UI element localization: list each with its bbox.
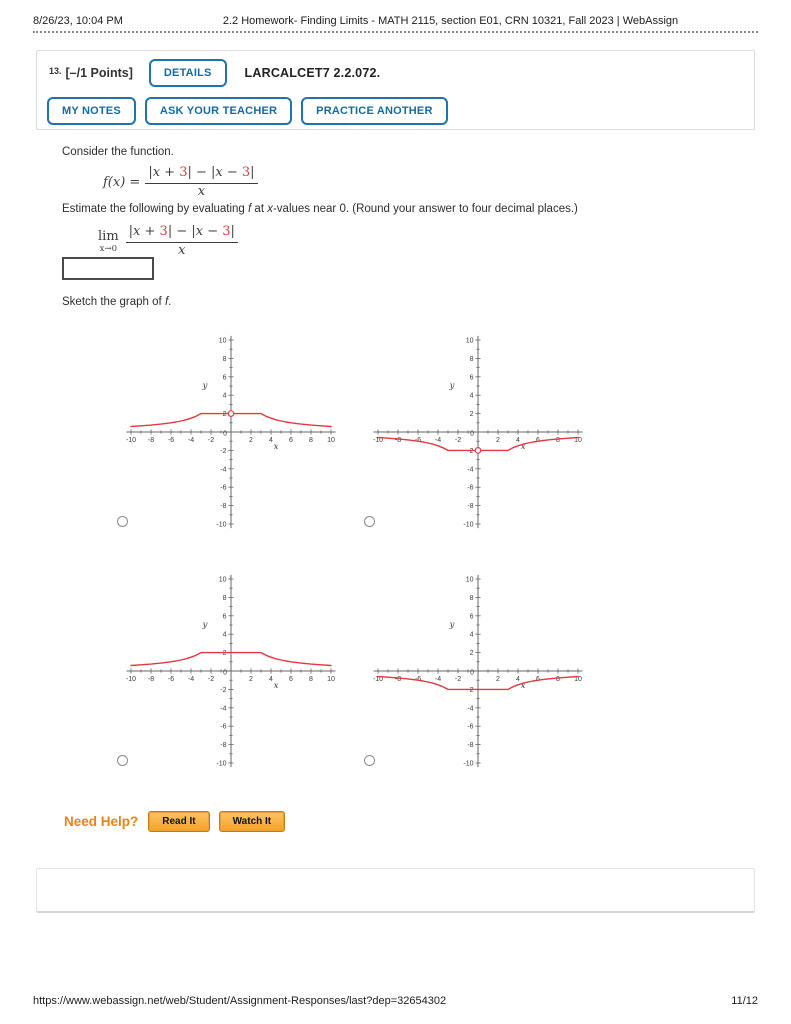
limit-operator: lim x→0 xyxy=(98,229,119,255)
svg-text:-10: -10 xyxy=(125,676,137,683)
svg-text:6: 6 xyxy=(289,676,293,683)
svg-text:-2: -2 xyxy=(467,686,474,694)
graph-option-d-radio[interactable] xyxy=(364,755,375,766)
svg-text:2: 2 xyxy=(222,650,227,658)
next-question-placeholder xyxy=(36,868,755,913)
svg-text:6: 6 xyxy=(469,613,474,621)
svg-text:-10: -10 xyxy=(125,437,137,444)
svg-text:-10: -10 xyxy=(463,760,474,768)
svg-text:x: x xyxy=(273,442,279,452)
problem-intro: Consider the function. xyxy=(62,146,174,158)
svg-text:8: 8 xyxy=(556,437,560,444)
footer-url: https://www.webassign.net/web/Student/Assignment-Responses/last?dep=32654302 xyxy=(33,995,447,1007)
svg-text:-8: -8 xyxy=(394,437,402,444)
my-notes-button[interactable]: MY NOTES xyxy=(47,97,136,125)
svg-text:x: x xyxy=(520,442,526,452)
svg-text:6: 6 xyxy=(536,676,540,683)
svg-text:-8: -8 xyxy=(467,742,474,750)
textbook-reference: LARCALCET7 2.2.072. xyxy=(244,66,381,80)
estimate-instruction: Estimate the following by evaluating f at x-values near 0. (Round your answer to four decimal places.) xyxy=(62,203,578,215)
svg-text:-10: -10 xyxy=(216,760,227,768)
svg-text:4: 4 xyxy=(469,631,474,639)
svg-text:0: 0 xyxy=(223,669,227,677)
limit-numerator: |x + 3| − |x − 3| xyxy=(126,225,238,243)
question-toolbar-row xyxy=(47,97,448,125)
svg-text:8: 8 xyxy=(469,355,474,363)
watch-it-button[interactable]: Watch It xyxy=(219,811,286,832)
svg-text:y: y xyxy=(202,381,208,391)
limit-subscript: x→0 xyxy=(99,244,117,255)
graph-c-plot xyxy=(113,571,350,771)
function-formula xyxy=(103,166,258,200)
formula-numerator: |x + 3| − |x − 3| xyxy=(145,166,257,184)
header-datetime: 8/26/23, 10:04 PM xyxy=(33,15,123,27)
svg-text:4: 4 xyxy=(516,437,520,444)
svg-text:-6: -6 xyxy=(414,676,422,683)
sketch-instruction: Sketch the graph of f. xyxy=(62,296,172,308)
svg-text:-4: -4 xyxy=(187,437,195,444)
points-label: [–/1 Points] xyxy=(65,66,133,80)
svg-text:2: 2 xyxy=(469,650,474,658)
svg-text:-10: -10 xyxy=(216,521,227,529)
svg-text:y: y xyxy=(449,381,455,391)
svg-text:-8: -8 xyxy=(147,437,155,444)
svg-text:y: y xyxy=(202,620,208,630)
svg-text:10: 10 xyxy=(574,676,582,683)
svg-text:-10: -10 xyxy=(463,521,474,529)
footer-page-number: 11/12 xyxy=(731,995,758,1007)
graph-option-d xyxy=(360,571,597,779)
svg-text:10: 10 xyxy=(574,437,582,444)
svg-text:8: 8 xyxy=(222,355,227,363)
svg-text:-4: -4 xyxy=(434,437,442,444)
limit-fraction xyxy=(126,225,238,259)
limit-answer-input[interactable] xyxy=(62,257,154,280)
svg-text:8: 8 xyxy=(469,594,474,602)
question-header-row xyxy=(49,59,380,87)
svg-text:-6: -6 xyxy=(414,437,422,444)
svg-text:-2: -2 xyxy=(454,676,462,683)
graph-b-plot xyxy=(360,332,597,532)
question-number: 13. xyxy=(49,66,62,76)
svg-text:-10: -10 xyxy=(372,437,384,444)
svg-text:-6: -6 xyxy=(167,676,175,683)
svg-text:8: 8 xyxy=(222,594,227,602)
svg-text:-2: -2 xyxy=(207,437,215,444)
svg-text:x: x xyxy=(273,681,279,691)
svg-text:6: 6 xyxy=(469,374,474,382)
svg-text:8: 8 xyxy=(556,676,560,683)
svg-text:-6: -6 xyxy=(220,723,227,731)
svg-text:4: 4 xyxy=(222,631,227,639)
svg-text:4: 4 xyxy=(516,676,520,683)
svg-text:10: 10 xyxy=(218,337,227,345)
svg-text:2: 2 xyxy=(496,437,500,444)
svg-text:0: 0 xyxy=(470,669,474,677)
svg-text:6: 6 xyxy=(289,437,293,444)
svg-text:6: 6 xyxy=(536,437,540,444)
svg-text:-4: -4 xyxy=(187,676,195,683)
svg-text:y: y xyxy=(449,620,455,630)
limit-denominator: x xyxy=(178,242,186,258)
svg-text:-4: -4 xyxy=(467,705,474,713)
svg-text:-8: -8 xyxy=(467,503,474,511)
formula-fraction xyxy=(145,166,257,200)
svg-text:4: 4 xyxy=(222,392,227,400)
svg-text:0: 0 xyxy=(223,430,227,438)
graph-option-a-radio[interactable] xyxy=(117,516,128,527)
graph-options-row-2 xyxy=(113,571,597,779)
svg-text:10: 10 xyxy=(465,337,474,345)
svg-text:4: 4 xyxy=(269,437,273,444)
graph-option-b-radio[interactable] xyxy=(364,516,375,527)
graph-option-b xyxy=(360,332,597,540)
svg-text:-2: -2 xyxy=(220,447,227,455)
svg-text:-4: -4 xyxy=(220,705,227,713)
svg-text:-2: -2 xyxy=(207,676,215,683)
svg-text:-2: -2 xyxy=(467,447,474,455)
formula-denominator: x xyxy=(197,183,206,199)
header-doc-title: 2.2 Homework- Finding Limits - MATH 2115, section E01, CRN 10321, Fall 2023 | WebAssign xyxy=(222,15,679,27)
svg-text:2: 2 xyxy=(222,411,227,419)
limit-expression xyxy=(98,225,238,259)
svg-text:-6: -6 xyxy=(220,484,227,492)
practice-another-button[interactable]: PRACTICE ANOTHER xyxy=(301,97,447,125)
svg-text:2: 2 xyxy=(249,437,253,444)
svg-text:-2: -2 xyxy=(454,437,462,444)
graph-a-plot xyxy=(113,332,350,532)
svg-text:6: 6 xyxy=(222,613,227,621)
svg-text:-6: -6 xyxy=(167,437,175,444)
svg-text:4: 4 xyxy=(269,676,273,683)
formula-lhs: f(x) = xyxy=(103,175,141,191)
svg-text:10: 10 xyxy=(465,576,474,584)
question-card xyxy=(36,50,755,130)
svg-text:2: 2 xyxy=(496,676,500,683)
svg-text:-8: -8 xyxy=(220,503,227,511)
svg-text:2: 2 xyxy=(249,676,253,683)
svg-text:10: 10 xyxy=(327,676,335,683)
read-it-button[interactable]: Read It xyxy=(148,811,209,832)
svg-text:-4: -4 xyxy=(220,466,227,474)
svg-text:10: 10 xyxy=(218,576,227,584)
svg-text:-10: -10 xyxy=(372,676,384,683)
svg-text:-8: -8 xyxy=(220,742,227,750)
graph-d-plot xyxy=(360,571,597,771)
svg-text:-6: -6 xyxy=(467,723,474,731)
svg-text:0: 0 xyxy=(470,430,474,438)
svg-text:-8: -8 xyxy=(147,676,155,683)
svg-text:4: 4 xyxy=(469,392,474,400)
svg-text:6: 6 xyxy=(222,374,227,382)
svg-text:-4: -4 xyxy=(434,676,442,683)
graph-options-row-1 xyxy=(113,332,597,540)
svg-text:8: 8 xyxy=(309,676,313,683)
svg-text:2: 2 xyxy=(469,411,474,419)
ask-teacher-button[interactable]: ASK YOUR TEACHER xyxy=(145,97,292,125)
svg-text:8: 8 xyxy=(309,437,313,444)
svg-text:10: 10 xyxy=(327,437,335,444)
svg-text:-4: -4 xyxy=(467,466,474,474)
graph-option-c xyxy=(113,571,350,779)
need-help-label: Need Help? xyxy=(64,814,139,829)
need-help-section xyxy=(64,811,294,832)
svg-text:-2: -2 xyxy=(220,686,227,694)
graph-option-c-radio[interactable] xyxy=(117,755,128,766)
svg-text:x: x xyxy=(520,681,526,691)
graph-option-a xyxy=(113,332,350,540)
header-divider xyxy=(33,31,758,33)
details-button[interactable]: DETAILS xyxy=(149,59,227,87)
svg-text:-6: -6 xyxy=(467,484,474,492)
svg-text:-8: -8 xyxy=(394,676,402,683)
